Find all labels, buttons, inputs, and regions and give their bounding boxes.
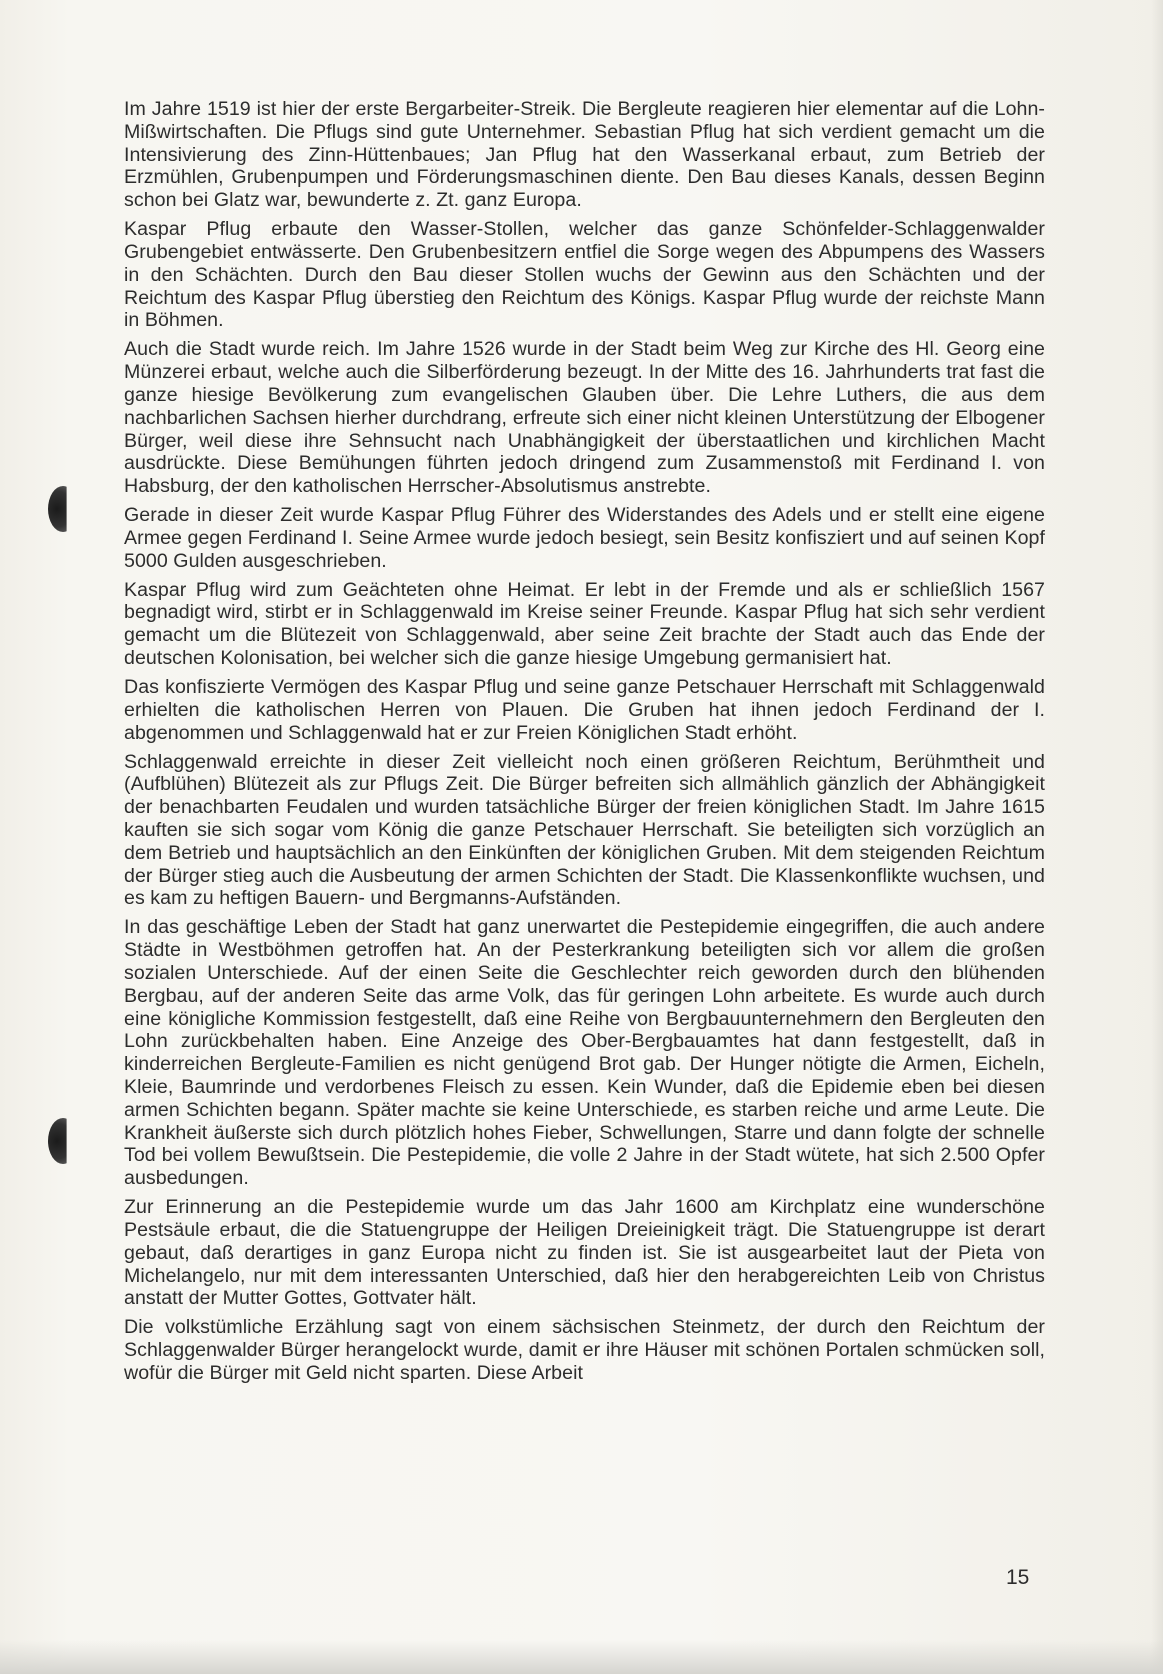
paragraph: Im Jahre 1519 ist hier der erste Bergarbeiter-Streik. Die Bergleute reagieren hier elementar auf die Lohn-Mißwirtschaften. Die Pflugs sind gute Unternehmer. Sebastian Pflug hat sich verdient gemacht um die Intensivierung des Zinn-Hüttenbaues; Jan Pflug hat den Wasserkanal erbaut, zum Betrieb der Erzmühlen, Grubenpumpen und Förderungsmaschinen diente. Den Bau dieses Kanals, dessen Beginn schon bei Glatz war, bewunderte z. Zt. ganz Europa.: [124, 98, 1045, 212]
paragraph: Auch die Stadt wurde reich. Im Jahre 1526 wurde in der Stadt beim Weg zur Kirche des Hl. Georg eine Münzerei erbaut, welche auch die Silberförderung bezeugt. In der Mitte des 16. Jahrhunderts trat fast die ganze hiesige Bevölkerung zum evangelischen Glauben über. Die Lehre Luthers, die aus dem nachbarlichen Sachsen hierher durchdrang, erfreute sich einer nicht kleinen Unterstützung der Elbogener Bürger, weil diese ihre Sehnsucht nach Unabhängigkeit der überstaatlichen und kirchlichen Macht ausdrückte. Diese Bemühungen führten jedoch dringend zum Zusammenstoß mit Ferdinand I. von Habsburg, der den katholischen Herrscher-Absolutismus anstrebte.: [124, 338, 1045, 498]
paragraph: Zur Erinnerung an die Pestepidemie wurde um das Jahr 1600 am Kirchplatz eine wunderschöne Pestsäule erbaut, die die Statuengruppe der Heiligen Dreieinigkeit trägt. Die Statuengruppe ist derart gebaut, daß derartiges in ganz Europa nicht zu finden ist. Sie ist ausgearbeitet laut der Pieta von Michelangelo, nur mit dem interessanten Unterschied, daß hier den herabgereichten Leib von Christus anstatt der Mutter Gottes, Gottvater hält.: [124, 1196, 1045, 1310]
punch-hole: [48, 1118, 78, 1164]
paragraph: Gerade in dieser Zeit wurde Kaspar Pflug Führer des Widerstandes des Adels und er stellt eine eigene Armee gegen Ferdinand I. Seine Armee wurde jedoch besiegt, sein Besitz konfisziert und auf seinen Kopf 5000 Gulden ausgeschrieben.: [124, 504, 1045, 572]
paragraph: Kaspar Pflug wird zum Geächteten ohne Heimat. Er lebt in der Fremde und als er schließlich 1567 begnadigt wird, stirbt er in Schlaggenwald im Kreise seiner Freunde. Kaspar Pflug hat sich sehr verdient gemacht um die Blütezeit von Schlaggenwald, aber seine Zeit brachte der Stadt auch das Ende der deutschen Kolonisation, bei welcher sich die ganze hiesige Umgebung germanisiert hat.: [124, 578, 1045, 670]
body-text: [124, 98, 1045, 1391]
paragraph: Das konfiszierte Vermögen des Kaspar Pflug und seine ganze Petschauer Herrschaft mit Schlaggenwald erhielten die katholischen Herren von Plauen. Die Gruben hat ihnen jedoch Ferdinand der I. abgenommen und Schlaggenwald hat er zur Freien Königlichen Stadt erhöht.: [124, 676, 1045, 744]
punch-hole: [48, 486, 78, 532]
page-bottom-shadow: [0, 1640, 1163, 1674]
paragraph: Kaspar Pflug erbaute den Wasser-Stollen, welcher das ganze Schönfelder-Schlaggenwalder Grubengebiet entwässerte. Den Grubenbesitzern entfiel die Sorge wegen des Abpumpens des Wassers in den Schächten. Durch den Bau dieser Stollen wuchs der Gewinn aus den Schächten und der Reichtum des Kaspar Pflug überstieg den Reichtum des Königs. Kaspar Pflug wurde der reichste Mann in Böhmen.: [124, 218, 1045, 332]
page-number: 15: [1006, 1566, 1030, 1589]
paragraph: Die volkstümliche Erzählung sagt von einem sächsischen Steinmetz, der durch den Reichtum der Schlaggenwalder Bürger herangelockt wurde, damit er ihre Häuser mit schönen Portalen schmücken soll, wofür die Bürger mit Geld nicht sparten. Diese Arbeit: [124, 1316, 1045, 1384]
paragraph: Schlaggenwald erreichte in dieser Zeit vielleicht noch einen größeren Reichtum, Berühmtheit und (Aufblühen) Blütezeit als zur Pflugs Zeit. Die Bürger befreiten sich allmählich gänzlich der Abhängigkeit der benachbarten Feudalen und wurden tatsächliche Bürger der freien königlichen Stadt. Im Jahre 1615 kauften sie sich sogar vom König die ganze Petschauer Herrschaft. Sie beteiligten sich vorzüglich an dem Betrieb und hauptsächlich an den Einkünften der königlichen Gruben. Mit dem steigenden Reichtum der Bürger stieg auch die Ausbeutung der armen Schichten der Stadt. Die Klassenkonflikte wuchsen, und es kam zu heftigen Bauern- und Bergmanns-Aufständen.: [124, 750, 1045, 910]
page-edge-shadow: [1151, 0, 1163, 1674]
paragraph: In das geschäftige Leben der Stadt hat ganz unerwartet die Pestepidemie eingegriffen, die auch andere Städte in Westböhmen getroffen hat. An der Pesterkrankung beteiligten sich vor allem die großen sozialen Unterschiede. Auf der einen Seite die Geschlechter reich geworden durch den blühenden Bergbau, auf der anderen Seite das arme Volk, das für geringen Lohn arbeitete. Es wurde auch durch eine königliche Kommission festgestellt, daß eine Reihe von Bergbauunternehmern den Bergleuten den Lohn zurückbehalten haben. Eine Anzeige des Ober-Bergbauamtes hat dann festgestellt, daß in kinderreichen Bergleute-Familien es nicht genügend Brot gab. Der Hunger nötigte die Armen, Eicheln, Kleie, Baumrinde und verdorbenes Fleisch zu essen. Kein Wunder, daß die Epidemie eben bei diesen armen Schichten begann. Später machte sie keine Unterschiede, es starben reiche und arme Leute. Die Krankheit äußerste sich durch plötzlich hohes Fieber, Schwellungen, Starre und dann folgte der schnelle Tod bei vollem Bewußtsein. Die Pestepidemie, die volle 2 Jahre in der Stadt wütete, hat sich 2.500 Opfer ausbedungen.: [124, 916, 1045, 1190]
